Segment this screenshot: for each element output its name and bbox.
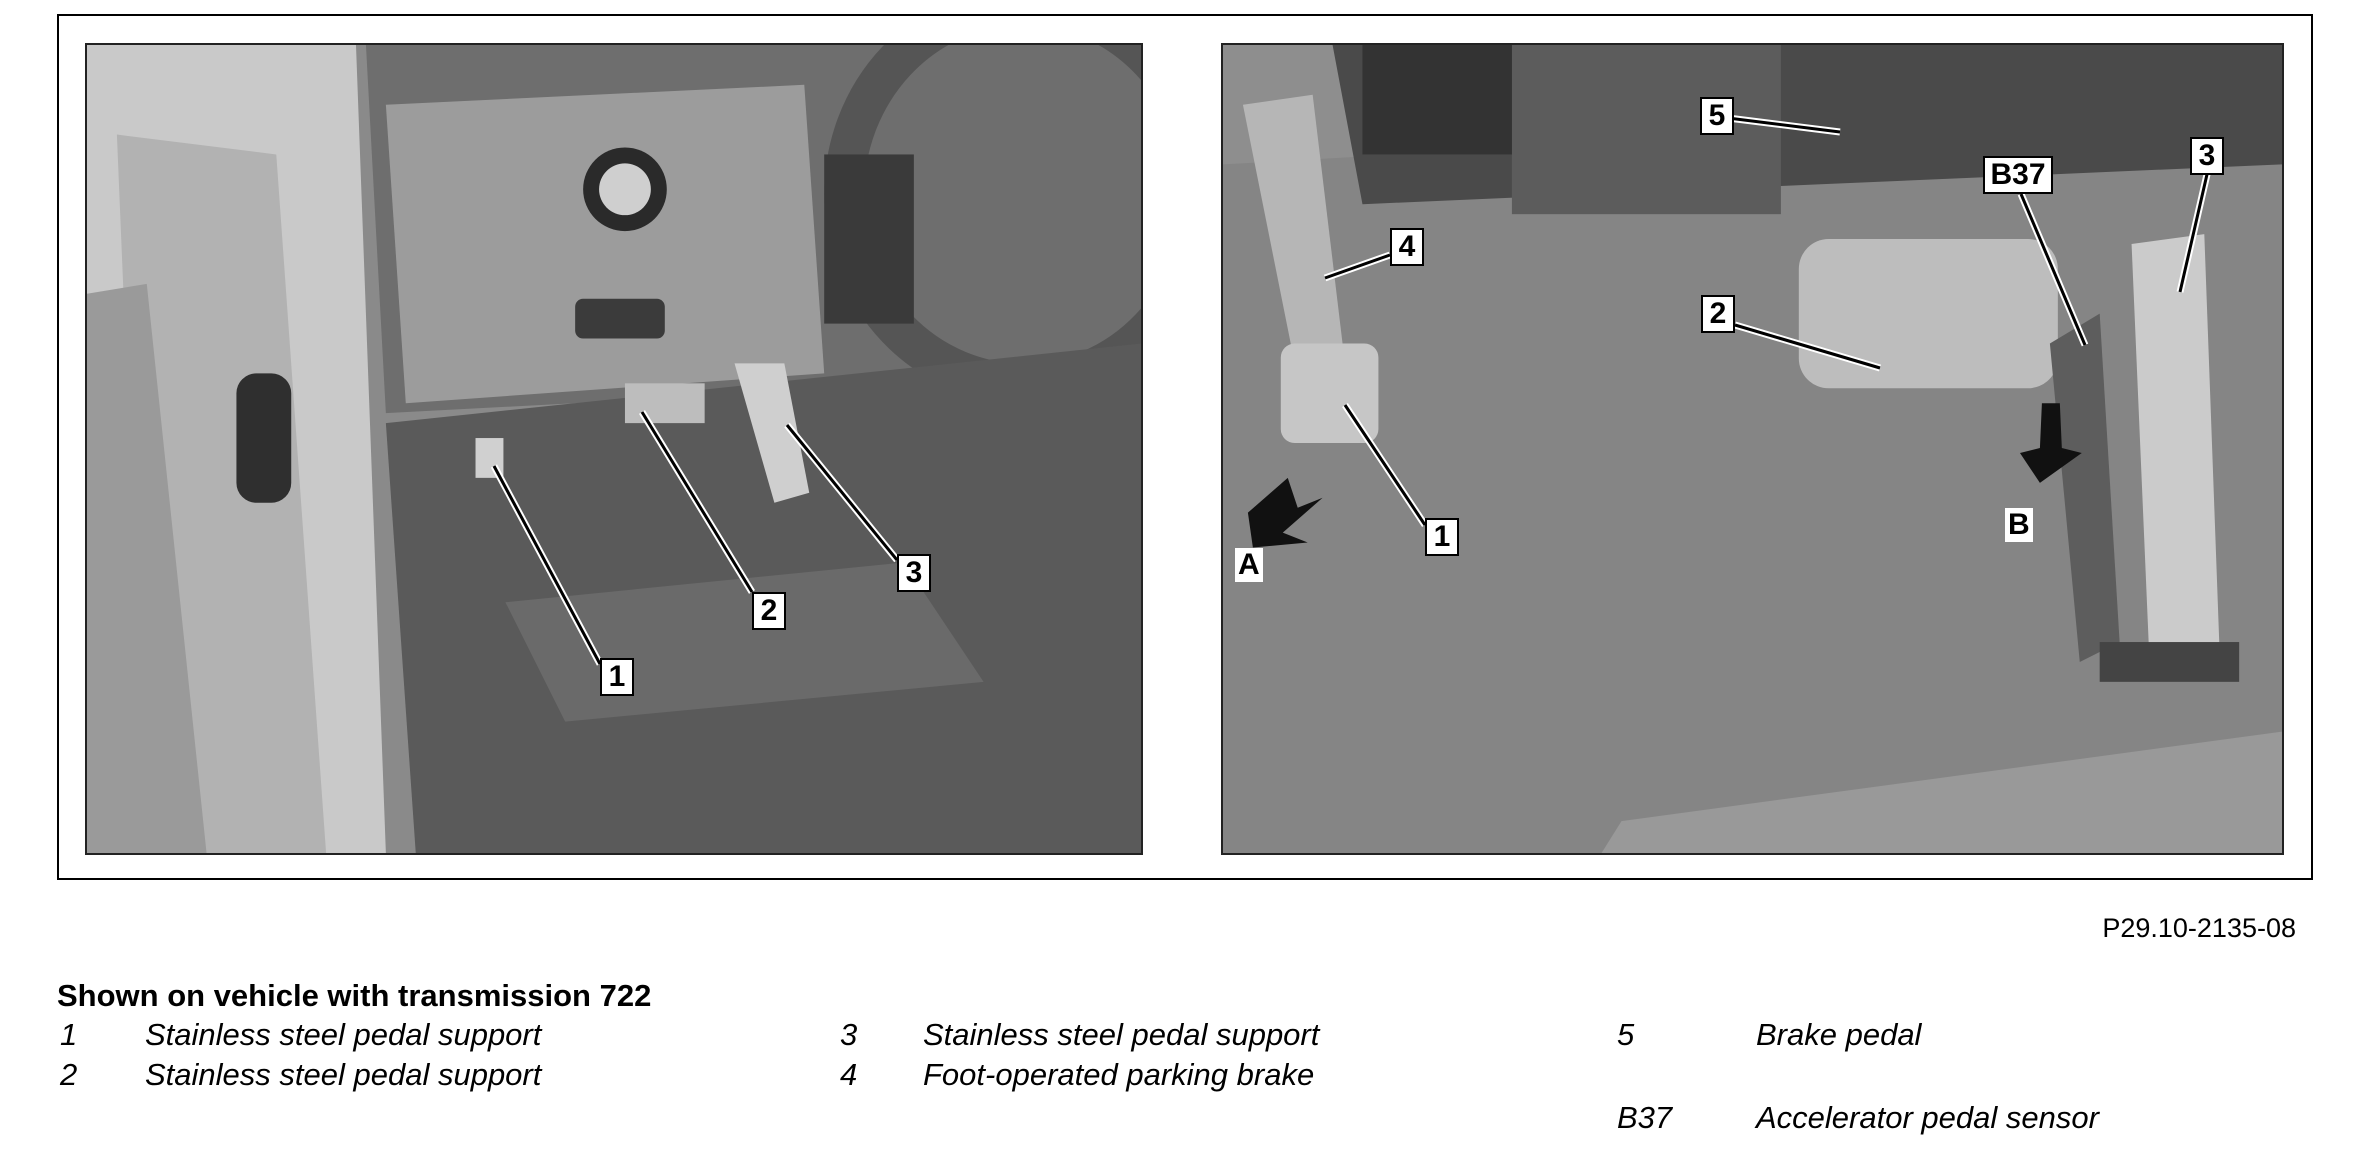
callout-b37: B37 — [1983, 156, 2053, 194]
legend-num: B37 — [1617, 1100, 1673, 1135]
arrow-label-b: B — [2005, 508, 2033, 542]
photo-footwell-overview — [85, 43, 1143, 855]
callout-1-left: 1 — [600, 658, 634, 696]
legend-text: Brake pedal — [1756, 1017, 1922, 1052]
legend-num: 4 — [840, 1057, 858, 1092]
legend-num: 3 — [840, 1017, 858, 1052]
callout-3-left: 3 — [897, 554, 931, 592]
footwell-overview-image — [87, 45, 1141, 853]
pedals-closeup-image — [1223, 45, 2282, 853]
figure-id: P29.10-2135-08 — [2102, 913, 2296, 943]
legend-text: Accelerator pedal sensor — [1756, 1100, 2099, 1135]
legend-num: 2 — [60, 1057, 78, 1092]
caption: Shown on vehicle with transmission 722 — [57, 978, 652, 1013]
legend-text: Stainless steel pedal support — [145, 1017, 542, 1052]
callout-1-right: 1 — [1425, 518, 1459, 556]
callout-4: 4 — [1390, 228, 1424, 266]
legend-text: Stainless steel pedal support — [145, 1057, 542, 1092]
callout-2-left: 2 — [752, 592, 786, 630]
callout-5: 5 — [1700, 97, 1734, 135]
callout-2-right: 2 — [1701, 295, 1735, 333]
photo-pedals-closeup — [1221, 43, 2284, 855]
arrow-label-a: A — [1235, 548, 1263, 582]
legend-num: 5 — [1617, 1017, 1635, 1052]
legend-num: 1 — [60, 1017, 78, 1052]
legend-text: Foot-operated parking brake — [923, 1057, 1315, 1092]
callout-3-right: 3 — [2190, 137, 2224, 175]
legend-text: Stainless steel pedal support — [923, 1017, 1320, 1052]
